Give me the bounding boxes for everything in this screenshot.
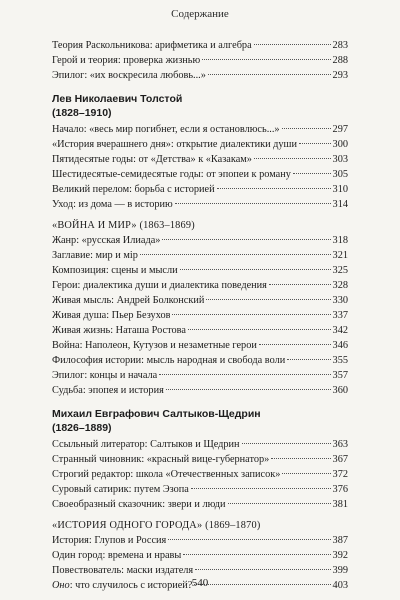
dot-leader [168,539,330,540]
toc-entry[interactable]: Строгий редактор: школа «Отечественных записок» 372 [52,469,348,480]
page-number: 305 [332,169,348,180]
toc-entry[interactable]: Эпилог: «их воскресила любовь...» 293 [52,70,348,81]
toc-entry[interactable]: Эпилог: концы и начала 357 [52,370,348,381]
page-number: 360 [332,385,348,396]
dot-leader [172,314,330,315]
toc-entry[interactable]: «История вчерашнего дня»: открытие диалектики души 300 [52,139,348,150]
saltykov-section [52,407,348,593]
page-number: 367 [332,454,348,465]
page-number: 288 [332,55,348,66]
dot-leader [188,329,331,330]
dot-leader [140,254,331,255]
toc-entry[interactable]: Заглавие: мир и мір 321 [52,250,348,261]
page-number: 297 [332,124,348,135]
toc-entry[interactable]: Живая душа: Пьер Безухов 337 [52,310,348,321]
toc-entry[interactable]: Ссыльный литератор: Салтыков и Щедрин 363 [52,439,348,450]
page-number: 403 [332,580,348,591]
toc-entry[interactable]: Начало: «весь мир погибнет, если я остановлюсь...» 297 [52,124,348,135]
page-number: 310 [332,184,348,195]
dot-leader [159,374,330,375]
dot-leader [166,389,331,390]
dot-leader [208,74,331,75]
dot-leader [180,269,331,270]
toc-entry[interactable]: Один город: времена и нравы 392 [52,550,348,561]
toc-entry[interactable]: Оно: что случилось с историей? 403 [52,580,348,591]
toc-entry[interactable]: Герой и теория: проверка жизнью 288 [52,55,348,66]
page-number: 337 [332,310,348,321]
toc-content [52,38,348,593]
dot-leader [271,458,330,459]
page-number: 392 [332,550,348,561]
page-number: 293 [332,70,348,81]
dot-leader [299,143,331,144]
dot-leader [191,488,331,489]
dot-leader [228,503,331,504]
toc-entry[interactable]: Уход: из дома — в историю 314 [52,199,348,210]
toc-entry[interactable]: Суровый сатирик: путем Эзопа 376 [52,484,348,495]
dot-leader [293,173,331,174]
page-number: 303 [332,154,348,165]
dot-leader [287,359,330,360]
page-number: 342 [332,325,348,336]
toc-entry[interactable]: История: Глупов и Россия 387 [52,535,348,546]
author-name: Лев Николаевич Толстой [52,93,183,105]
italic-word: Оно [52,580,70,591]
page-number: 357 [332,370,348,381]
page-number: 300 [332,139,348,150]
toc-entry[interactable]: Своеобразный сказочник: звери и люди 381 [52,499,348,510]
page-number: 330 [332,295,348,306]
author-name: Михаил Евграфович Салтыков-Щедрин [52,408,261,420]
dot-leader [206,299,330,300]
dot-leader [183,554,330,555]
dot-leader [254,44,331,45]
author-dates: (1828–1910) [52,107,112,119]
toc-entry[interactable]: Герои: диалектика души и диалектика поведения 328 [52,280,348,291]
work-title: «ИСТОРИЯ ОДНОГО ГОРОДА» (1869–1870) [52,520,261,531]
dot-leader [162,239,330,240]
dot-leader [175,203,331,204]
page-number: 328 [332,280,348,291]
toc-entry[interactable]: Жанр: «русская Илиада» 318 [52,235,348,246]
toc-entry[interactable]: Живая жизнь: Наташа Ростова 342 [52,325,348,336]
page-number: 399 [332,565,348,576]
tolstoy-section [52,92,348,398]
page-number: 325 [332,265,348,276]
toc-entry[interactable]: Композиция: сцены и мысли 325 [52,265,348,276]
toc-entry[interactable]: Пятидесятые годы: от «Детства» к «Казакам» 303 [52,154,348,165]
toc-intro-group [52,38,348,83]
toc-entry[interactable]: Теория Раскольникова: арифметика и алгебра 283 [52,40,348,51]
dot-leader [217,188,331,189]
dot-leader [269,284,331,285]
running-head: Содержание [171,8,229,20]
toc-entry[interactable]: Странный чиновник: «красный вице-губернатор» 367 [52,454,348,465]
dot-leader [282,473,330,474]
page-number: 314 [332,199,348,210]
dot-leader [202,59,330,60]
page-number: 381 [332,499,348,510]
toc-entry[interactable]: Великий перелом: борьба с историей 310 [52,184,348,195]
page-number: 372 [332,469,348,480]
page-number: 387 [332,535,348,546]
dot-leader [254,158,331,159]
dot-leader [242,443,331,444]
page-number: 376 [332,484,348,495]
toc-entry[interactable]: Война: Наполеон, Кутузов и незаметные герои 346 [52,340,348,351]
dot-leader [282,128,331,129]
page-number: 363 [332,439,348,450]
dot-leader [195,569,330,570]
page-number: 321 [332,250,348,261]
page-number: 318 [332,235,348,246]
work-title: «ВОЙНА И МИР» (1863–1869) [52,220,195,231]
toc-entry[interactable]: Живая мысль: Андрей Болконский 330 [52,295,348,306]
toc-entry[interactable]: Судьба: эпопея и история 360 [52,385,348,396]
author-dates: (1826–1889) [52,422,112,434]
toc-entry[interactable]: Повествователь: маски издателя 399 [52,565,348,576]
toc-entry[interactable]: Шестидесятые-семидесятые годы: от эпопеи к роману 305 [52,169,348,180]
page-folio: 540 [191,577,209,589]
page-number: 283 [332,40,348,51]
page-number: 355 [332,355,348,366]
toc-entry[interactable]: Философия истории: мысль народная и свобода воли 355 [52,355,348,366]
dot-leader [259,344,331,345]
page-number: 346 [332,340,348,351]
